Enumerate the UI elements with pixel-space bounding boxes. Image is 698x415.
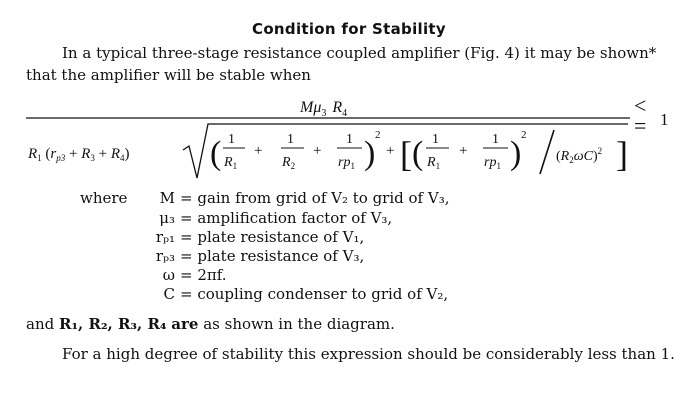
definition-symbol: C xyxy=(163,285,175,303)
definition-symbol: ω xyxy=(162,266,175,284)
definition-text: = plate resistance of V₃, xyxy=(180,247,365,265)
definition-text: = gain from grid of V₂ to grid of V₃, xyxy=(180,189,450,207)
definition-row xyxy=(0,188,698,208)
formula-frac1-den: $R_1$ xyxy=(224,155,238,171)
closing-paragraph: For a high degree of stability this expression should be considerably less than 1. xyxy=(62,345,675,363)
formula-frac2-num: 1 xyxy=(287,132,294,147)
definition-row xyxy=(0,208,698,228)
formula-bound: 1 xyxy=(660,110,669,129)
definition-symbol: μ₃ xyxy=(159,209,175,227)
formula-frac2-den: $R_2$ xyxy=(282,155,296,171)
formula-numerator: $M\mu_3$ $R_4$ xyxy=(300,99,348,119)
formula-relation-top: < xyxy=(634,93,647,118)
definition-row xyxy=(0,227,698,247)
diagram-note xyxy=(26,313,676,335)
formula-frac3-num: 1 xyxy=(346,132,353,147)
formula-frac5-den: $rp_1$ xyxy=(484,155,501,171)
definition-symbol: M xyxy=(159,189,175,207)
intro-paragraph: In a typical three-stage resistance coupled amplifier (Fig. 4) it may be shown* that the amplifier will be stable when xyxy=(26,44,657,84)
formula-plus-4: + xyxy=(459,143,468,159)
definition-text: = coupling condenser to grid of V₂, xyxy=(180,285,449,303)
diagram-note-suffix: as shown in the diagram. xyxy=(203,315,395,333)
formula-frac4-num: 1 xyxy=(432,132,439,147)
formula-exponent-2: 2 xyxy=(521,129,527,141)
formula-frac3-den: $rp_1$ xyxy=(338,155,355,171)
formula-denominator-factor: $R_1$ $(r_{p3} + R_3 + R_4)$ xyxy=(28,146,130,163)
formula-exponent-1: 2 xyxy=(375,129,381,141)
definitions-lead: where xyxy=(80,189,128,207)
definition-row xyxy=(0,265,698,285)
diagram-note-symbols: R₁, R₂, R₃, R₄ xyxy=(59,315,167,333)
formula-paren2-close: ) xyxy=(510,135,522,172)
formula-paren-open: ( xyxy=(210,135,222,172)
definition-row xyxy=(0,246,698,266)
formula-slash xyxy=(540,130,554,174)
formula-omega-term: $(R_2\omega C)^2$ xyxy=(556,146,603,165)
diagram-note-are: are xyxy=(171,315,199,333)
formula-plus-3: + xyxy=(386,143,395,159)
formula-relation-bottom: = xyxy=(634,113,647,138)
formula-paren-close: ) xyxy=(364,135,376,172)
formula-plus-2: + xyxy=(313,143,322,159)
definition-symbol: rₚ₃ xyxy=(155,247,175,265)
definition-symbol: rₚ₁ xyxy=(155,228,175,246)
definition-row xyxy=(0,284,698,304)
diagram-note-prefix: and xyxy=(26,315,55,333)
formula-plus-1: + xyxy=(254,143,263,159)
formula-paren2-open: ( xyxy=(412,135,424,172)
section-heading: Condition for Stability xyxy=(252,20,446,38)
formula-bracket-open: [ xyxy=(400,134,412,174)
definition-text: = amplification factor of V₃, xyxy=(180,209,393,227)
formula-frac5-num: 1 xyxy=(492,132,499,147)
formula-frac1-num: 1 xyxy=(228,132,235,147)
formula-bracket-close: ] xyxy=(616,134,628,174)
definition-text: = 2πf. xyxy=(180,266,227,284)
definition-text: = plate resistance of V₁, xyxy=(180,228,365,246)
formula-frac4-den: $R_1$ xyxy=(427,155,441,171)
stability-formula xyxy=(0,0,698,200)
